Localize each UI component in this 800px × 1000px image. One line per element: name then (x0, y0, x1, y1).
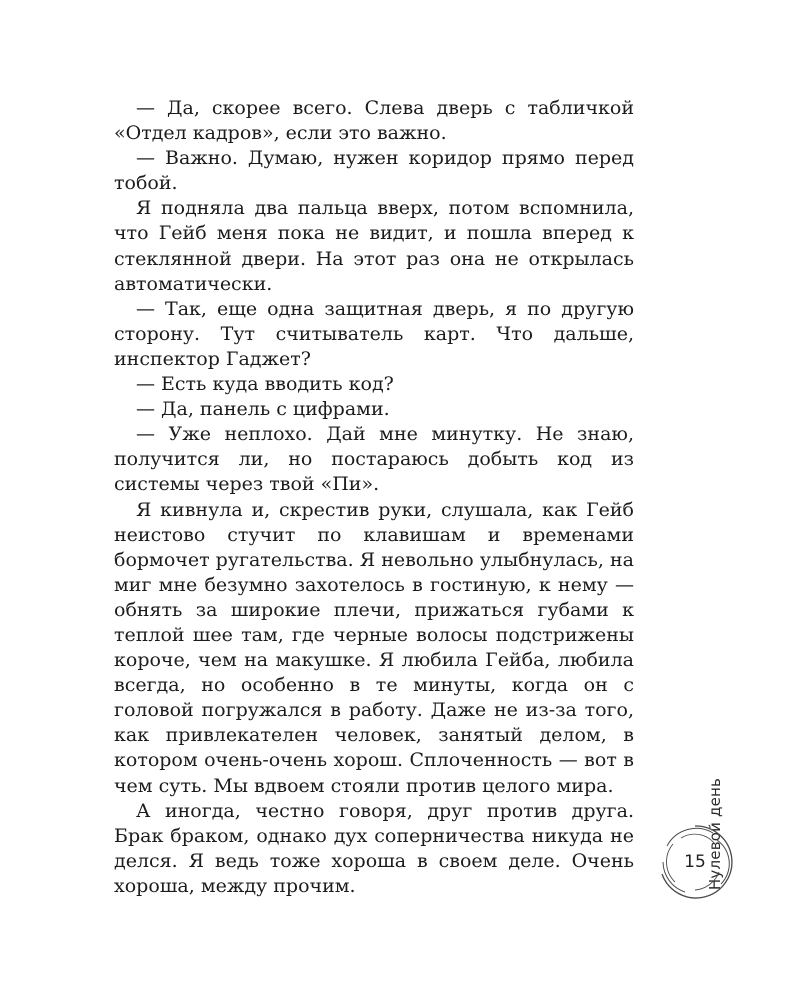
running-head-title: Нулевой день (706, 777, 724, 891)
paragraph: — Важно. Думаю, нужен коридор прямо перед тобой. (114, 147, 634, 195)
page-number-badge (655, 822, 735, 902)
paragraph: Я подняла два пальца вверх, потом вспомнила, что Гейб меня пока не видит, и пошла вперед к стеклянной двери. На этот раз она не открылась автоматически. (114, 197, 634, 295)
paragraph: А иногда, честно говоря, друг против друга. Брак браком, однако дух соперничества никуда не делся. Я ведь тоже хороша в своем деле. Очень хороша, между прочим. (114, 799, 634, 897)
paragraph: — Да, скорее всего. Слева дверь с табличкой «Отдел кадров», если это важно. (114, 97, 634, 145)
paragraph: Я кивнула и, скрестив руки, слушала, как Гейб неистово стучит по клавишам и временами бормочет ругательства. Я невольно улыбнулась, на миг мне безумно захотелось в гостиную, к нему — обнять за широкие плечи, прижаться губами к теплой шее там, где черные волосы подстрижены короче, чем на макушке. Я любила Гейба, любила всегда, но особенно в те минуты, когда он с головой погружался в работу. Даже не из-за того, как привлекателен человек, занятый делом, в котором очень-очень хорош. Сплоченность — вот в чем суть. Мы вдвоем стояли против целого мира. (114, 498, 634, 797)
page-number: 15 (684, 852, 706, 872)
paragraph: — Да, панель с цифрами. (136, 398, 390, 421)
paragraph: — Так, еще одна защитная дверь, я по другую сторону. Тут считыватель карт. Что дальше, инспектор Гаджет? (114, 297, 634, 370)
page-body-text (114, 96, 634, 899)
paragraph: — Есть куда вводить код? (136, 373, 394, 396)
paragraph: — Уже неплохо. Дай мне минутку. Не знаю, получится ли, но постараюсь добыть код из системы через твой «Пи». (114, 423, 634, 496)
